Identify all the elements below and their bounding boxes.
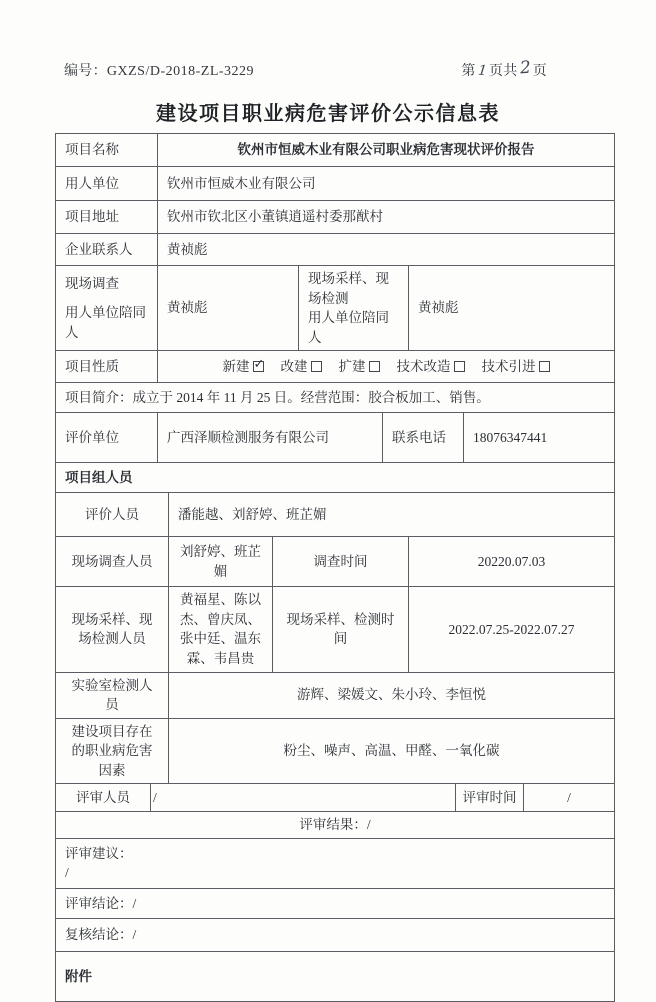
employer-label: 用人单位 [56, 167, 158, 200]
row-review-suggestion [56, 839, 614, 889]
nature-option-rebuild-label: 改建 [280, 358, 308, 374]
row-company-contact [56, 234, 614, 266]
row-eval-staff [56, 493, 614, 537]
survey-escort-label-line1: 现场调查 [65, 275, 119, 291]
checkbox-tech-import-icon [539, 361, 550, 372]
project-name-value: 钦州市恒威木业有限公司职业病危害现状评价报告 [237, 142, 535, 158]
nature-option-tech-import [482, 357, 550, 377]
survey-staff-value: 刘舒婷、班芷媚 [169, 537, 273, 586]
page-indicator [460, 58, 548, 80]
project-nature-label: 项目性质 [56, 351, 158, 382]
review-staff-label: 评审人员 [56, 784, 151, 811]
nature-option-expand-label: 扩建 [338, 358, 366, 374]
attachment-label: 附件 [65, 968, 92, 984]
review-staff-value: / [151, 784, 456, 811]
evaluator-label: 评价单位 [56, 413, 158, 462]
sampling-escort-label [299, 266, 409, 350]
company-contact-value: 黄祯彪 [167, 241, 208, 257]
checkbox-rebuild-icon [311, 361, 322, 372]
page-indicator-prefix: 第 [461, 64, 476, 79]
sampling-staff-value: 黄福星、陈以杰、曾庆凤、张中廷、温东霖、韦昌贵 [169, 587, 273, 671]
row-sampling-staff [56, 587, 614, 672]
document-header [64, 58, 548, 80]
phone-label: 联系电话 [383, 413, 464, 462]
row-review-conclusion [56, 889, 614, 919]
form-table [55, 133, 615, 1002]
row-recheck-conclusion [56, 919, 614, 952]
review-suggestion-label: 评审建议： [65, 845, 133, 861]
sampling-escort-label-line2: 用人单位陪同人 [308, 310, 389, 345]
row-escort [56, 266, 614, 351]
row-project-nature [56, 351, 614, 383]
row-review-staff [56, 784, 614, 812]
survey-escort-value: 黄祯彪 [158, 266, 299, 350]
row-hazards [56, 719, 614, 785]
address-label: 项目地址 [56, 201, 158, 233]
checkbox-new-checked-icon: ✓ [253, 357, 265, 373]
row-evaluator [56, 413, 614, 463]
lab-staff-value: 游辉、梁媛文、朱小玲、李恒悦 [297, 687, 486, 703]
lab-staff-label: 实验室检测人员 [56, 673, 169, 718]
checkbox-tech-upgrade-icon [454, 361, 465, 372]
nature-option-rebuild [281, 357, 322, 377]
recheck-conclusion-text: 复核结论：/ [65, 927, 137, 943]
eval-staff-value: 潘能越、刘舒婷、班芷媚 [178, 506, 327, 522]
page-current-handwritten: 1 [476, 62, 488, 80]
sampling-time-label: 现场采样、检测时间 [273, 587, 409, 671]
review-suggestion-cell [56, 839, 614, 888]
review-time-label: 评审时间 [456, 784, 524, 811]
evaluator-value: 广西泽顺检测服务有限公司 [158, 413, 383, 462]
page-total-handwritten: 2 [518, 57, 532, 79]
nature-option-tech-import-label: 技术引进 [481, 358, 536, 374]
project-intro-text: 项目简介：成立于 2014 年 11 月 25 日。经营范围：胶合板加工、销售。 [65, 389, 490, 405]
survey-time-value: 20220.07.03 [477, 553, 546, 569]
nature-option-tech-upgrade-label: 技术改造 [396, 358, 451, 374]
survey-escort-label [56, 266, 158, 350]
row-address [56, 201, 614, 234]
row-survey-staff [56, 537, 614, 587]
row-attachment [56, 952, 614, 1002]
row-employer [56, 167, 614, 201]
sampling-escort-label-line1: 现场采样、现场检测 [308, 271, 389, 306]
nature-option-tech-upgrade [397, 357, 465, 377]
employer-value: 钦州市恒威木业有限公司 [167, 175, 316, 191]
team-section-header: 项目组人员 [65, 469, 133, 485]
review-suggestion-value: / [65, 865, 69, 881]
form-title: 建设项目职业病危害评价公示信息表 [156, 103, 500, 125]
project-name-label: 项目名称 [56, 134, 158, 166]
checkbox-expand-icon [369, 361, 380, 372]
review-result-text: 评审结果：/ [299, 817, 371, 833]
nature-option-new [223, 357, 264, 377]
hazards-value: 粉尘、噪声、高温、甲醛、一氧化碳 [283, 743, 500, 759]
hazards-label: 建设项目存在的职业病危害因素 [56, 719, 169, 784]
row-lab-staff [56, 673, 614, 719]
survey-time-label: 调查时间 [273, 537, 409, 586]
address-value: 钦州市钦北区小董镇逍遥村委那猷村 [167, 209, 383, 225]
review-time-value: / [567, 790, 571, 806]
row-team-section [56, 463, 614, 493]
document-number [64, 60, 254, 80]
row-project-name [56, 134, 614, 167]
document-number-value: GXZS/D-2018-ZL-3229 [106, 64, 255, 79]
sampling-time-value: 2022.07.25-2022.07.27 [448, 621, 575, 637]
document-number-label: 编号： [64, 64, 107, 79]
row-review-result [56, 812, 614, 839]
page-indicator-suffix: 页 [532, 64, 547, 79]
nature-option-expand [339, 357, 380, 377]
sampling-escort-value: 黄祯彪 [418, 300, 459, 316]
survey-staff-label: 现场调查人员 [56, 537, 169, 586]
eval-staff-label: 评价人员 [56, 493, 169, 536]
sampling-staff-label: 现场采样、现场检测人员 [56, 587, 169, 671]
phone-value: 18076347441 [473, 429, 548, 445]
page-indicator-middle: 页共 [488, 64, 518, 79]
survey-escort-label-line2: 用人单位陪同人 [65, 305, 146, 340]
company-contact-label: 企业联系人 [56, 234, 158, 265]
project-nature-options [158, 351, 614, 382]
review-conclusion-text: 评审结论：/ [65, 895, 137, 911]
nature-option-new-label: 新建 [222, 358, 250, 374]
row-project-intro [56, 383, 614, 413]
